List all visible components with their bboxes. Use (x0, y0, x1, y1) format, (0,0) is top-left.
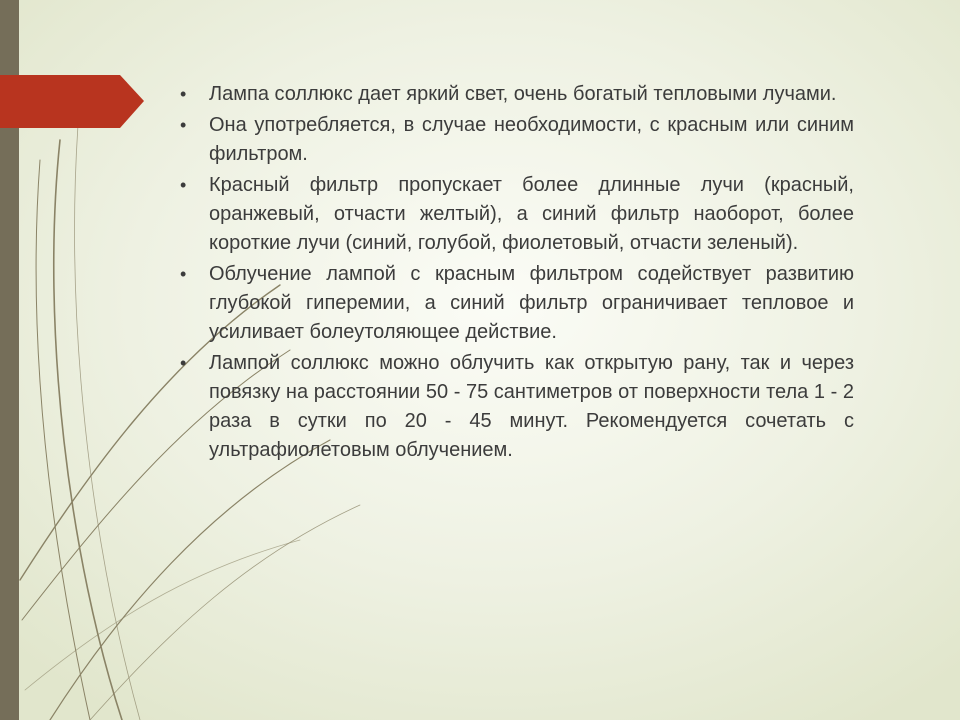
bullet-dot-icon: • (180, 175, 187, 195)
bullet-dot-icon: • (180, 84, 187, 104)
bullet-item: • Красный фильтр пропускает более длинные лучи (красный, оранжевый, отчасти желтый), а синий фильтр наоборот, более короткие лучи (синий, голубой, фиолетовый, отчасти зеленый). (176, 171, 854, 258)
side-bar (0, 0, 19, 720)
bullet-dot-icon: • (180, 353, 187, 373)
bullet-list (176, 80, 854, 465)
curve-6 (50, 440, 330, 720)
curve-2 (36, 160, 90, 720)
bullet-dot-icon: • (180, 115, 187, 135)
curve-1 (54, 140, 122, 720)
curve-3 (75, 125, 140, 720)
slide-content (176, 80, 854, 467)
bullet-item: • Облучение лампой с красным фильтром содействует развитию глубокой гиперемии, а синий фильтр ограничивает тепловое и усиливает болеутоляющее действие. (176, 260, 854, 347)
red-arrow-banner (0, 75, 144, 128)
curve-8 (25, 540, 300, 690)
bullet-dot-icon: • (180, 264, 187, 284)
bullet-item: • Лампа соллюкс дает яркий свет, очень богатый тепловыми лучами. (176, 80, 854, 109)
bullet-item: • Она употребляется, в случае необходимости, с красным или синим фильтром. (176, 111, 854, 169)
curve-7 (90, 505, 360, 720)
bullet-item: • Лампой соллюкс можно облучить как открытую рану, так и через повязку на расстоянии 50 - 75 сантиметров от поверхности тела 1 - 2 раза в сутки по 20 - 45 минут. Рекомендуется сочетать с ультрафиолетовым облучением. (176, 349, 854, 465)
